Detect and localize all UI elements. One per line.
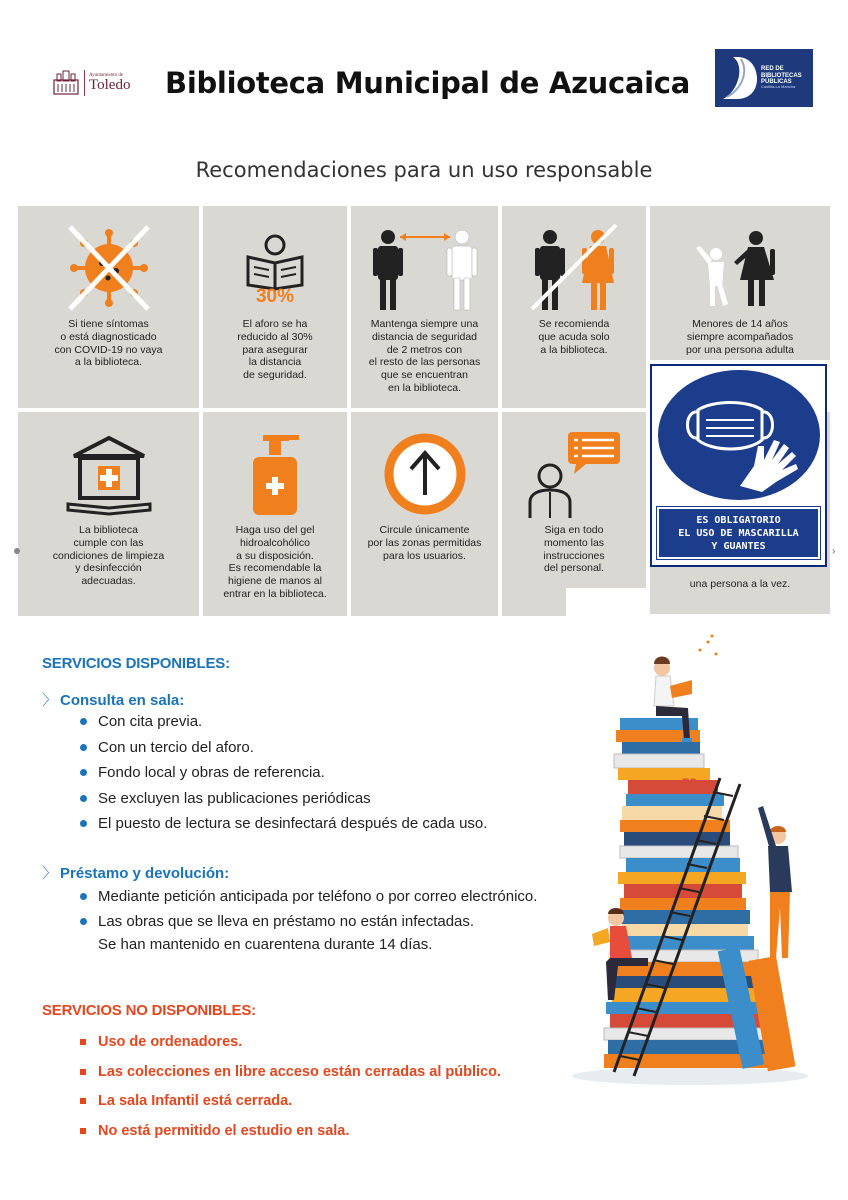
list-item [80,1117,501,1147]
recommendation-card [203,206,347,408]
rbp-line1: RED DE [761,66,784,73]
consulta-title-text: Consulta en sala: [60,692,185,709]
crest-icon [52,70,80,96]
edge-dot [14,548,20,554]
child-adult-icon [650,218,830,318]
list-item [80,786,487,812]
list-item-text: Con un tercio del aforo. [98,738,254,756]
chevron-right-icon: 〉 [42,692,58,709]
list-item-text: Se excluyen las publicaciones periódicas [98,789,371,807]
list-item [80,885,537,908]
chevron-right-icon: 〉 [42,865,58,882]
bullet-icon [80,718,87,725]
d-logo-icon [719,53,759,103]
rbp-wordmark [761,66,802,89]
aforo-percent: 30% [255,286,295,307]
recommendation-card [502,412,646,616]
recommendation-text: Se recomienda que acuda solo a la biblioteca. [538,318,610,356]
library-cross-icon [18,424,199,524]
sign-underlying-text: una persona a la vez. [650,567,830,614]
recommendation-text: Siga en todo momento las instrucciones del personal. [543,524,605,575]
sign-label: ES OBLIGATORIO EL USO DE MASCARILLA Y GUANTES [657,507,820,559]
recommendation-text: El aforo se ha reducido al 30% para asegurar la distancia de seguridad. [237,318,313,382]
ayto-big-text: Toledo [89,77,131,93]
list-item [80,1087,501,1117]
recommendation-text: Circule únicamente por las zonas permitidas para los usuarios. [367,524,482,562]
svg-text:ES: ES [682,777,697,789]
list-item [80,735,487,761]
available-services-title: SERVICIOS DISPONIBLES: [42,655,230,672]
consulta-title [42,689,184,710]
staff-speech-icon [502,424,646,524]
bullet-icon [80,1069,86,1075]
bullet-icon [80,769,87,776]
list-item-text: No está permitido el estudio en sala. [98,1122,350,1139]
prestamo-list [80,885,537,956]
unavailable-list [80,1028,501,1146]
rbp-line3: PÚBLICAS [761,79,792,86]
sign-circle [658,370,820,500]
one-person-icon [502,218,646,318]
recommendation-card [203,412,347,616]
list-item [80,1028,501,1058]
bullet-icon [80,1039,86,1045]
rbp-logo [715,49,813,107]
distance-icon [351,218,498,318]
books-ladder-illustration [570,628,820,1088]
bullet-icon [80,893,87,900]
ayto-small-text: Ayuntamiento de [89,73,124,78]
list-item [80,910,537,956]
list-item-text: La sala Infantil está cerrada. [98,1093,293,1109]
list-item-text: Uso de ordenadores. [98,1034,243,1050]
bullet-icon [80,744,87,751]
list-item [80,709,487,735]
recommendation-text: La biblioteca cumple con las condiciones de limpieza y desinfección adecuadas. [52,524,165,588]
books-ladder-icon [570,628,820,1088]
recommendation-card [502,206,646,408]
prestamo-title-text: Préstamo y devolución: [60,865,230,882]
list-item-text: Con cita previa. [98,713,203,730]
toledo-logo [52,66,142,100]
recommendation-text: Menores de 14 años siempre acompañados por una persona adulta [686,318,794,356]
mandatory-mask-sign [650,364,827,567]
prestamo-title [42,862,229,883]
page-title: Biblioteca Municipal de Azucaica [165,66,690,100]
mask-gloves-icon [658,370,820,500]
recommendation-text: Mantenga siempre una distancia de seguridad de 2 metros con el resto de las personas que se encuentran en la biblioteca. [368,318,481,394]
list-item [80,1058,501,1088]
recommendation-text: Haga uso del gel hidroalcohólico a su disposición. Es recomendable la higiene de manos al entrar en la biblioteca. [223,524,327,600]
edge-chevron-icon: › [832,546,836,557]
list-item-text: Fondo local y obras de referencia. [98,764,325,781]
recommendation-card [18,206,199,408]
bullet-icon [80,795,87,802]
recommendation-card [650,206,830,360]
recommendation-text: Si tiene síntomas o está diagnosticado con COVID-19 no vaya a la biblioteca. [54,318,163,369]
recommendation-card [351,206,498,408]
list-item-text: Mediante petición anticipada por teléfono o por correo electrónico. [98,888,538,905]
bullet-icon [80,918,87,925]
list-item [80,760,487,786]
recommendation-card [18,412,199,616]
list-item-text: Las colecciones en libre acceso están cerradas al público. [98,1063,501,1080]
list-item-text: Las obras que se lleva en préstamo no están infectadas. Se han mantenido en cuarentena durante 14 días. [98,913,475,953]
consulta-list [80,709,487,837]
list-item-text: El puesto de lectura se desinfectará después de cada uso. [98,815,488,832]
logo-divider [84,70,85,96]
arrow-up-icon [351,424,498,524]
subtitle: Recomendaciones para un uso responsable [195,158,653,182]
rbp-line4: Castilla-La Mancha [761,84,796,90]
toledo-wordmark [89,73,130,93]
bullet-icon [80,1098,86,1104]
rbp-line2: BIBLIOTECAS [761,72,802,79]
virus-crossed-icon [18,218,199,318]
list-item [80,811,487,837]
unavailable-services-title: SERVICIOS NO DISPONIBLES: [42,1002,256,1019]
bullet-icon [80,820,87,827]
gel-dispenser-icon [203,424,347,524]
bullet-icon [80,1128,86,1134]
recommendation-card [351,412,498,616]
